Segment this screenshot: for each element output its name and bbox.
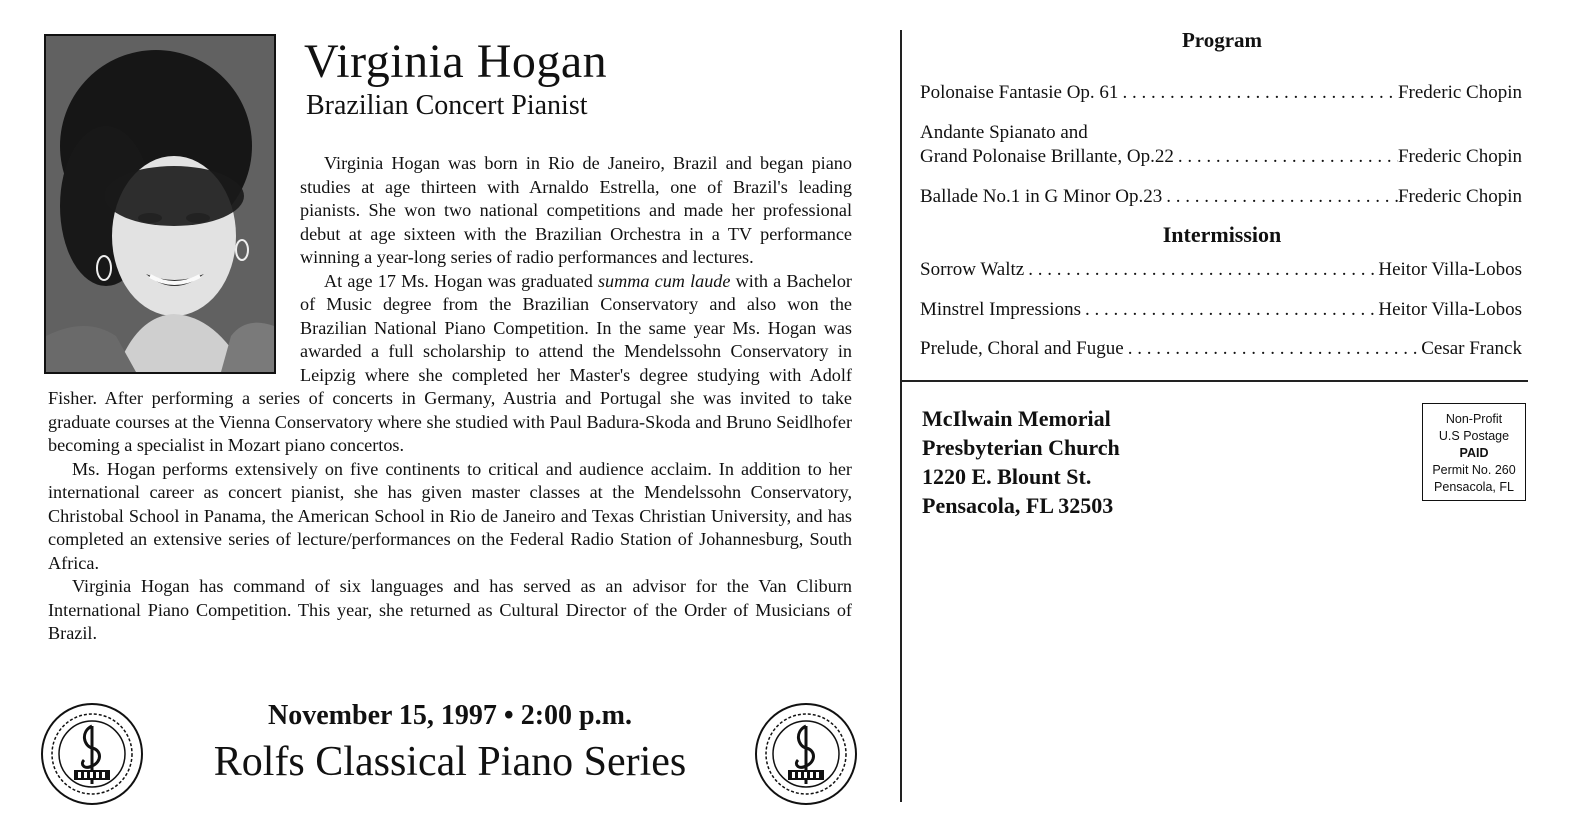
address-line: 1220 E. Blount St. bbox=[922, 464, 1092, 489]
address-line: Presbyterian Church bbox=[922, 435, 1120, 460]
bio-paragraph-2-end: with a Bachelor of Music degree from the Brazilian Conservatory and also won the Brazilian National Piano Competition. In the same year Ms. Hogan was awarded a full scholarship to attend the Mendelssohn Conservatory in Leipzig where she completed her Master's degree studying with Adolf Fisher. After performing a series of concerts in Germany, Austria and Portugal she was invited to take graduate courses at the Vienna Conservatory where she studied with Paul Badura-Skoda and Bruno Seidlhofer becoming a specialist in Mozart piano concertos. bbox=[48, 270, 852, 455]
postage-paid: PAID bbox=[1459, 446, 1489, 460]
program-item bbox=[920, 338, 1522, 360]
bio-paragraph-2-start: At age 17 Ms. Hogan was graduated bbox=[324, 270, 598, 291]
leader-dots bbox=[1162, 186, 1398, 208]
program-item bbox=[920, 186, 1522, 208]
program-piece: Sorrow Waltz bbox=[920, 259, 1025, 280]
leader-dots bbox=[1174, 146, 1398, 168]
program-item bbox=[920, 259, 1522, 281]
postage-line: Pensacola, FL bbox=[1434, 480, 1514, 494]
program-piece: Grand Polonaise Brillante, Op.22 bbox=[920, 146, 1174, 167]
leader-dots bbox=[1024, 259, 1378, 281]
program-item bbox=[920, 82, 1522, 104]
postage-line: U.S Postage bbox=[1438, 429, 1510, 443]
artist-title: Brazilian Concert Pianist bbox=[306, 90, 588, 121]
event-date-time: November 15, 1997 • 2:00 p.m. bbox=[268, 700, 632, 731]
leader-dots bbox=[1118, 82, 1398, 104]
artist-name: Virginia Hogan bbox=[304, 35, 608, 88]
leader-dots bbox=[1081, 299, 1378, 321]
photo-spacer bbox=[48, 152, 300, 386]
leader-dots bbox=[1124, 338, 1422, 360]
postage-line: Non-Profit bbox=[1445, 412, 1503, 426]
program-item bbox=[920, 299, 1522, 321]
program-piece: Minstrel Impressions bbox=[920, 299, 1081, 320]
biography bbox=[48, 152, 852, 646]
postage-indicia bbox=[1422, 403, 1526, 501]
program-composer: Heitor Villa-Lobos bbox=[1378, 299, 1522, 320]
program-composer: Heitor Villa-Lobos bbox=[1378, 259, 1522, 280]
program-composer: Frederic Chopin bbox=[1397, 82, 1522, 103]
program-piece: Prelude, Choral and Fugue bbox=[920, 338, 1124, 359]
program-composer: Cesar Franck bbox=[1421, 338, 1522, 359]
program-piece: Polonaise Fantasie Op. 61 bbox=[920, 82, 1119, 103]
vertical-divider bbox=[900, 30, 902, 802]
address-line: Pensacola, FL 32503 bbox=[922, 493, 1114, 518]
program-piece-line1: Andante Spianato and bbox=[920, 122, 1088, 143]
program-heading: Program bbox=[1181, 28, 1263, 52]
series-title: Rolfs Classical Piano Series bbox=[213, 739, 687, 785]
bio-emphasis: summa cum laude bbox=[597, 270, 731, 291]
address-line: McIlwain Memorial bbox=[922, 406, 1111, 431]
postage-line: Permit No. 260 bbox=[1432, 463, 1516, 477]
program-composer: Frederic Chopin bbox=[1397, 186, 1522, 207]
program-composer: Frederic Chopin bbox=[1397, 146, 1522, 167]
intermission-label: Intermission bbox=[1162, 222, 1282, 247]
series-seal-icon bbox=[754, 702, 858, 806]
horizontal-divider bbox=[902, 380, 1528, 382]
program-item bbox=[920, 146, 1522, 168]
bio-paragraph-1: Virginia Hogan was born in Rio de Janeiro, Brazil and began piano studies at age thirteen with Arnaldo Estrella, one of Brazil's leading pianists. She won two national competitions and made her professional debut at age sixteen with the Brazilian Orchestra in a TV performance winning a year-long series of radio performances and lectures. bbox=[300, 153, 852, 267]
program-piece: Ballade No.1 in G Minor Op.23 bbox=[920, 186, 1163, 207]
return-address bbox=[922, 404, 1120, 520]
bio-paragraph-4: Virginia Hogan has command of six languages and has served as an advisor for the Van Cliburn International Piano Competition. This year, she returned as Cultural Director of the Order of Musicians of Brazil. bbox=[48, 576, 852, 643]
bio-paragraph-3: Ms. Hogan performs extensively on five continents to critical and audience acclaim. In addition to her international career as concert pianist, she has given master classes at the Mendelssohn Conservatory, Christobal School in Panama, the American School in Rio de Janeiro and Texas Christian University, and has completed an extensive series of lecture/performances on the Federal Radio Station of Johannesburg, South Africa. bbox=[48, 458, 852, 573]
